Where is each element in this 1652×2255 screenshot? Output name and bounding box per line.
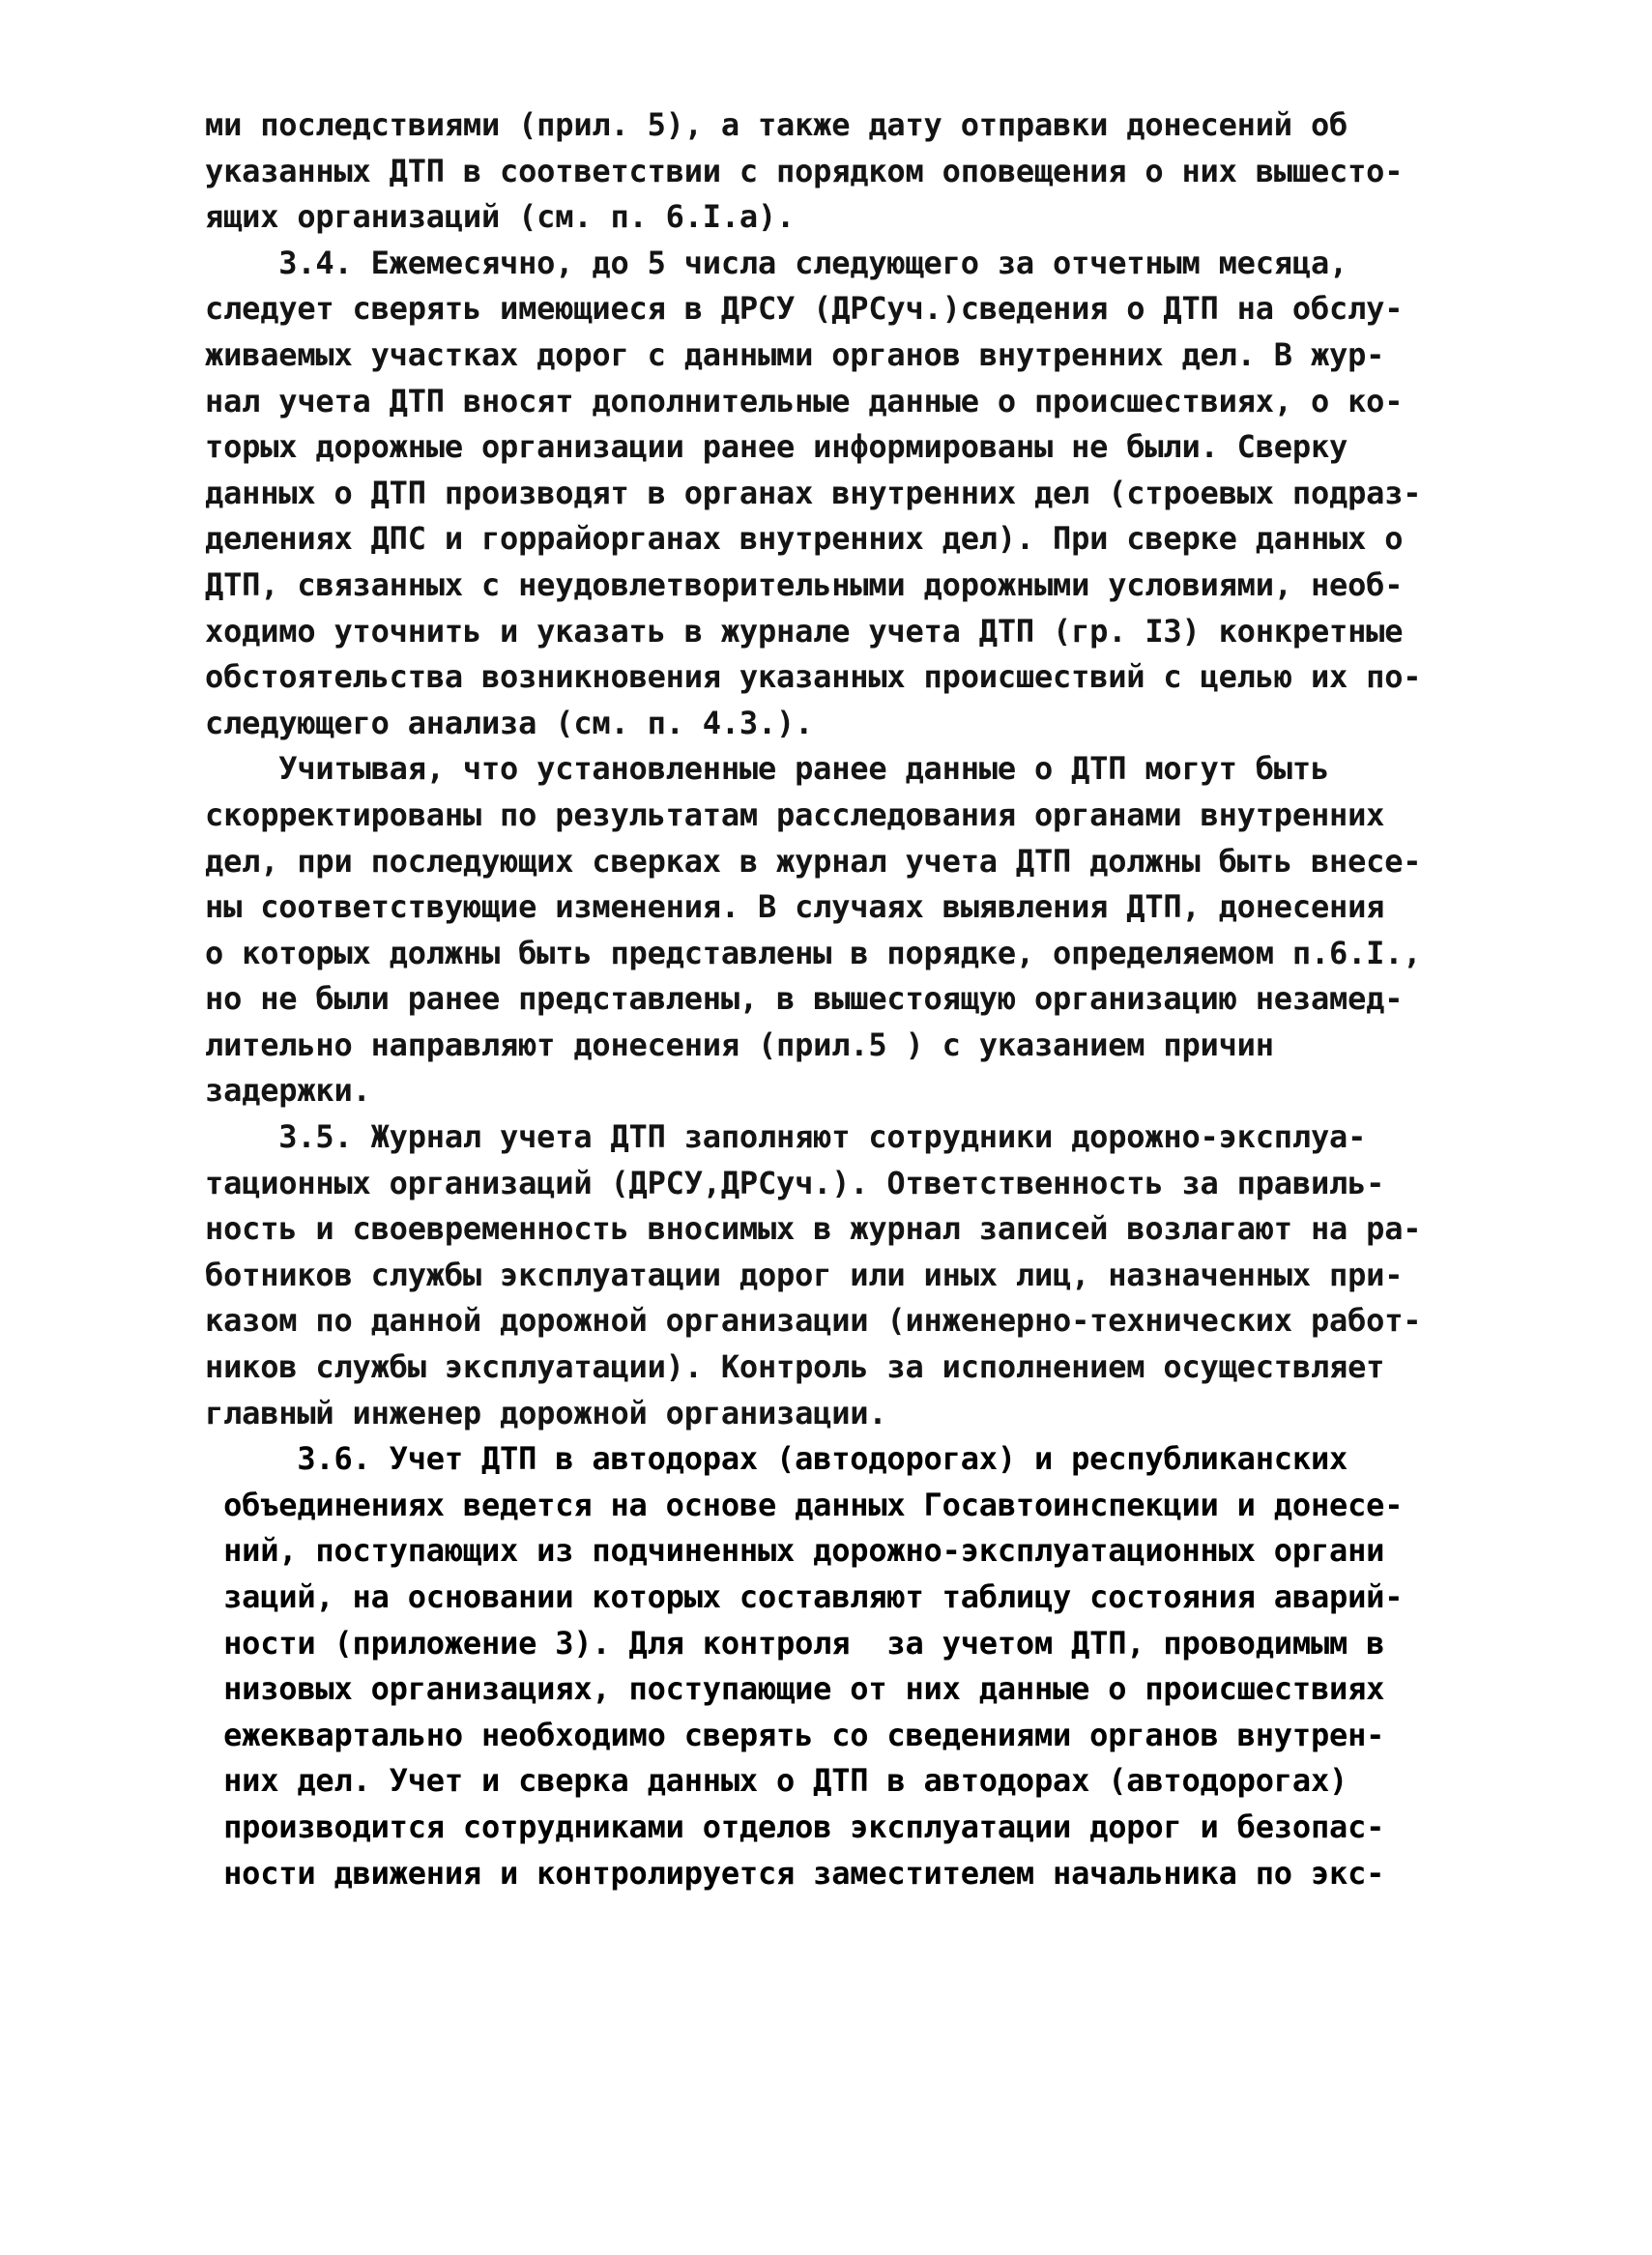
text-line: объединениях ведется на основе данных Госавтоинспекции и донесе- (205, 1486, 1404, 1523)
text-line: производится сотрудниками отделов эксплуатации дорог и безопас- (205, 1807, 1385, 1845)
text-line: ДТП, связанных с неудовлетворительными дорожными условиями, необ- (205, 565, 1404, 603)
text-line: делениях ДПС и горрайорганах внутренних дел). При сверке данных о (205, 520, 1404, 558)
text-line: ний, поступающих из подчиненных дорожно-эксплуатационных органи (205, 1532, 1385, 1570)
text-line: ботников службы эксплуатации дорог или иных лиц, назначенных при- (205, 1256, 1404, 1293)
text-line: торых дорожные организации ранее информированы не были. Сверку (205, 428, 1348, 466)
text-line: но не были ранее представлены, в вышестоящую организацию незамед- (205, 980, 1404, 1018)
text-line: ны соответствующие изменения. В случаях выявления ДТП, донесения (205, 888, 1385, 926)
text-line: ходимо уточнить и указать в журнале учета ДТП (гр. I3) конкретные (205, 612, 1404, 650)
text-line: о которых должны быть представлены в порядке, определяемом п.6.I., (205, 934, 1422, 971)
text-line: следующего анализа (см. п. 4.3.). (205, 704, 814, 741)
text-line: ности движения и контролируется заместителем начальника по экс- (205, 1854, 1385, 1892)
body-text (205, 102, 1462, 1896)
text-line: лительно направляют донесения (прил.5 ) с указанием причин (205, 1026, 1274, 1063)
text-line: дел, при последующих сверках в журнал учета ДТП должны быть внесе- (205, 842, 1422, 880)
text-line: ми последствиями (прил. 5), а также дату отправки донесений об (205, 106, 1348, 143)
text-line: ность и своевременность вносимых в журнал записей возлагают на ра- (205, 1210, 1422, 1248)
text-line: казом по данной дорожной организации (инженерно-технических работ- (205, 1302, 1422, 1340)
text-line: ящих организаций (см. п. 6.I.а). (205, 198, 796, 236)
text-line: заций, на основании которых составляют таблицу состояния аварий- (205, 1578, 1404, 1615)
text-line: нал учета ДТП вносят дополнительные данные о происшествиях, о ко- (205, 382, 1404, 419)
paragraph-3-5-start: 3.5. Журнал учета ДТП заполняют сотрудники дорожно-эксплуа- (205, 1118, 1367, 1156)
text-line: них дел. Учет и сверка данных о ДТП в автодорах (автодорогах) (205, 1762, 1348, 1800)
text-line: живаемых участках дорог с данными органов внутренних дел. В жур- (205, 335, 1385, 373)
text-line: задержки. (205, 1072, 371, 1110)
text-line: скорректированы по результатам расследования органами внутренних (205, 795, 1385, 833)
text-line: обстоятельства возникновения указанных происшествий с целью их по- (205, 658, 1422, 696)
paragraph-3-4-start: 3.4. Ежемесячно, до 5 числа следующего за отчетным месяца, (205, 244, 1348, 281)
paragraph-start: Учитывая, что установленные ранее данные о ДТП могут быть (205, 750, 1330, 788)
text-line: тационных организаций (ДРСУ,ДРСуч.). Ответственность за правиль- (205, 1164, 1385, 1201)
text-line: данных о ДТП производят в органах внутренних дел (строевых подраз- (205, 474, 1422, 511)
text-line: следует сверять имеющиеся в ДРСУ (ДРСуч.)сведения о ДТП на обслу- (205, 290, 1404, 328)
paragraph-3-6-start: 3.6. Учет ДТП в автодорах (автодорогах) и республиканских (205, 1440, 1348, 1478)
text-line: ежеквартально необходимо сверять со сведениями органов внутрен- (205, 1716, 1385, 1753)
text-line: ников службы эксплуатации). Контроль за исполнением осуществляет (205, 1348, 1385, 1386)
text-line: ности (приложение 3). Для контроля за учетом ДТП, проводимым в (205, 1624, 1385, 1662)
text-line: указанных ДТП в соответствии с порядком оповещения о них вышесто- (205, 152, 1404, 189)
text-line: низовых организациях, поступающие от них данные о происшествиях (205, 1670, 1385, 1708)
text-line: главный инженер дорожной организации. (205, 1394, 887, 1431)
